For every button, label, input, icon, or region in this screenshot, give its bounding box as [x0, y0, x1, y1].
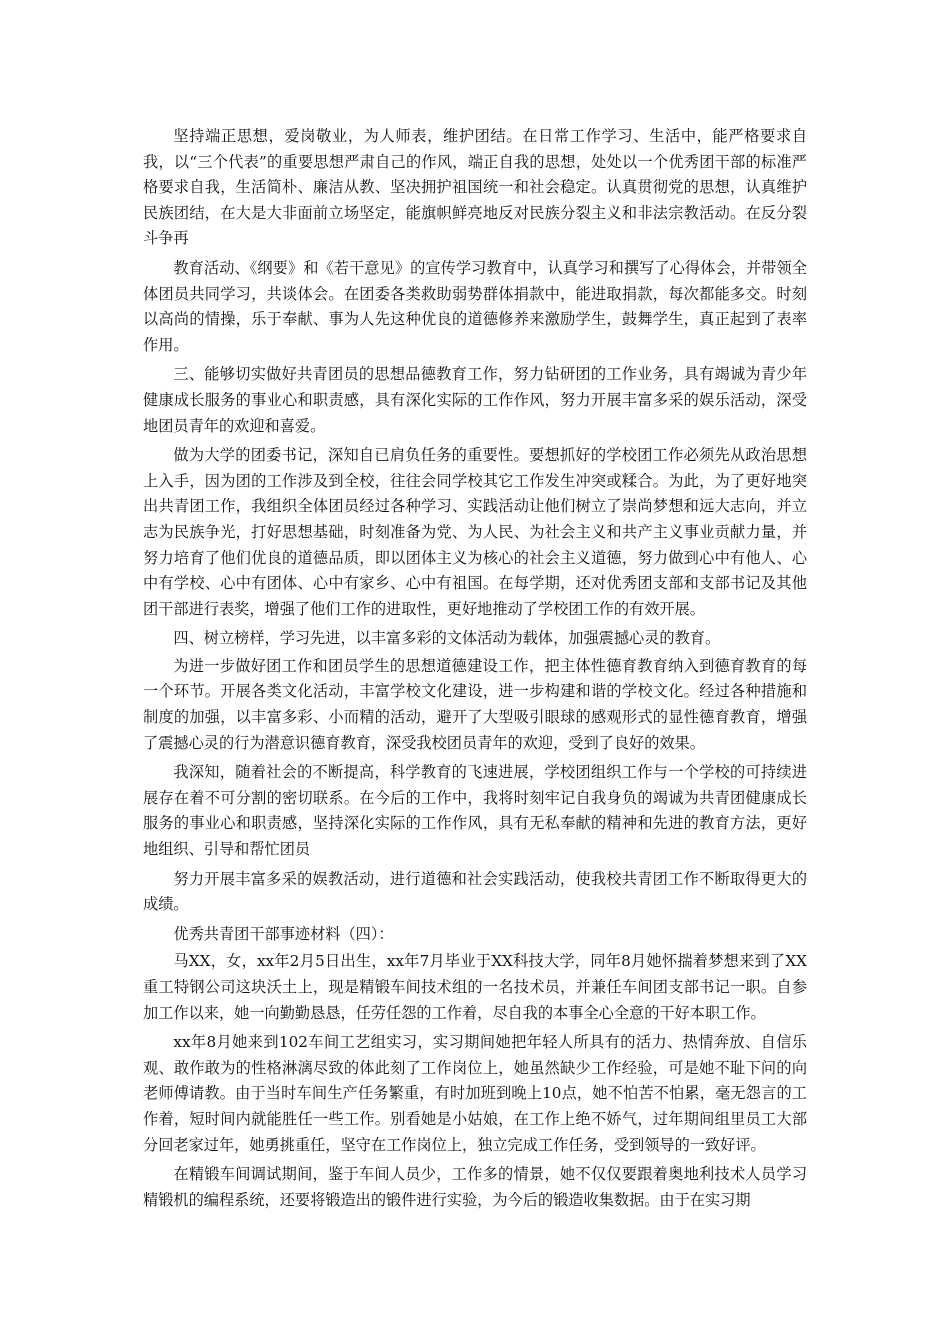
paragraph-debugging-period: 在精锻车间调试期间，鉴于车间人员少，工作多的情景，她不仅仅要跟着奥地利技术人员学习精锻机的编程系统，还要将锻造出的锻件进行实验，为今后的锻造收集数据。由于在实习期 [143, 1165, 807, 1209]
paragraph-activities: 努力开展丰富多采的娱教活动，进行道德和社会实践活动，使我校共青团工作不断取得更大的成绩。 [143, 869, 807, 914]
paragraph-education-activities: 教育活动、《纲要》和《若干意见》的宣传学习教育中，认真学习和撰写了心得体会，并带领全体团员共同学习，共谈体会。在团委各类救助弱势群体捐款中，能进取捐款，每次都能多交。时刻以高尚的情操，乐于奉献、事为人先这种优良的道德修养来激励学生，鼓舞学生，真正起到了表率作用。 [143, 258, 807, 354]
paragraph-political-stance: 坚持端正思想，爱岗敬业，为人师表，维护团结。在日常工作学习、生活中，能严格要求自我，以“三个代表”的重要思想严肃自己的作风，端正自我的思想，处处以一个优秀团干部的标准严格要求自我，生活简朴、廉洁从教、坚决拥护祖国统一和社会稳定。认真贯彻党的思想，认真维护民族团结，在大是大非面前立场坚定，能旗帜鲜亮地反对民族分裂主义和非法宗教活动。在反分裂斗争再 [143, 127, 807, 248]
section-heading-four: 优秀共青团干部事迹材料（四）： [173, 924, 394, 943]
paragraph-section-four: 四、树立榜样，学习先进，以丰富多彩的文体活动为载体，加强震撼心灵的教育。 [173, 629, 721, 648]
paragraph-internship: xx年8月她来到102车间工艺组实习，实习期间她把年轻人所具有的活力、热情奔放、自信乐观、敢作敢为的性格淋漓尽致的体此刻了工作岗位上，她虽然缺少工作经验，可是她不耻下问的向老师傅请教。由于当时车间生产任务繁重，有时加班到晚上10点，她不怕苦不怕累，毫无怨言的工作着，短时间内就能胜任一些工作。别看她是小姑娘，在工作上绝不娇气，过年期间组里员工大部分回老家过年，她勇挑重任，坚守在工作岗位上，独立完成工作任务，受到领导的一致好评。 [143, 1033, 807, 1154]
paragraph-section-three: 三、能够切实做好共青团员的思想品德教育工作，努力钻研团的工作业务，具有竭诚为青少年健康成长服务的事业心和职责感，具有深化实际的工作作风，努力开展丰富多采的娱乐活动，深受地团员青年的欢迎和喜爱。 [143, 365, 807, 435]
paragraph-moral-construction: 为进一步做好团工作和团员学生的思想道德建设工作，把主体性德育教育纳入到德育教育的每一个环节。开展各类文化活动，丰富学校文化建设，进一步构建和谐的学校文化。经过各种措施和制度的加强，以丰富多彩、小而精的活动，避开了大型吸引眼球的感观形式的显性德育教育，增强了震撼心灵的行为潜意识德育教育，深受我校团员青年的欢迎，受到了良好的效果。 [143, 656, 807, 752]
paragraph-profile: 马XX，女，xx年2月5日出生，xx年7月毕业于XX科技大学，同年8月她怀揣着梦想来到了XX重工特钢公司这块沃土上，现是精锻车间技术组的一名技术员，并兼任车间团支部书记一职。自参加工作以来，她一向勤勤恳恳，任劳任怨的工作着，尽自我的本事全心全意的干好本职工作。 [143, 952, 807, 1022]
paragraph-future-work: 我深知，随着社会的不断提高，科学教育的飞速进展，学校团组织工作与一个学校的可持续进展存在着不可分割的密切联系。在今后的工作中，我将时刻牢记自我身负的竭诚为共青团健康成长服务的事业心和职责感，坚持深化实际的工作作风，具有无私奉献的精神和先进的教育方法，更好地组织、引导和帮忙团员 [143, 763, 807, 859]
document-body [143, 124, 807, 1217]
paragraph-league-secretary: 做为大学的团委书记，深知自已肩负任务的重要性。要想抓好的学校团工作必须先从政治思想上入手，因为团的工作涉及到全校，往往会同学校其它工作发生冲突或糅合。为此，为了更好地突出共青团工作，我组织全体团员经过各种学习、实践活动让他们树立了崇尚梦想和远大志向，并立志为民族争光，打好思想基础，时刻准备为党、为人民、为社会主义和共产主义事业贡献力量，并努力培育了他们优良的道德品质，即以团体主义为核心的社会主义道德，努力做到心中有他人、心中有学校、心中有团体、心中有家乡、心中有祖国。在每学期，还对优秀团支部和支部书记及其他团干部进行表奖，增强了他们工作的进取性，更好地推动了学校团工作的有效开展。 [143, 446, 807, 618]
